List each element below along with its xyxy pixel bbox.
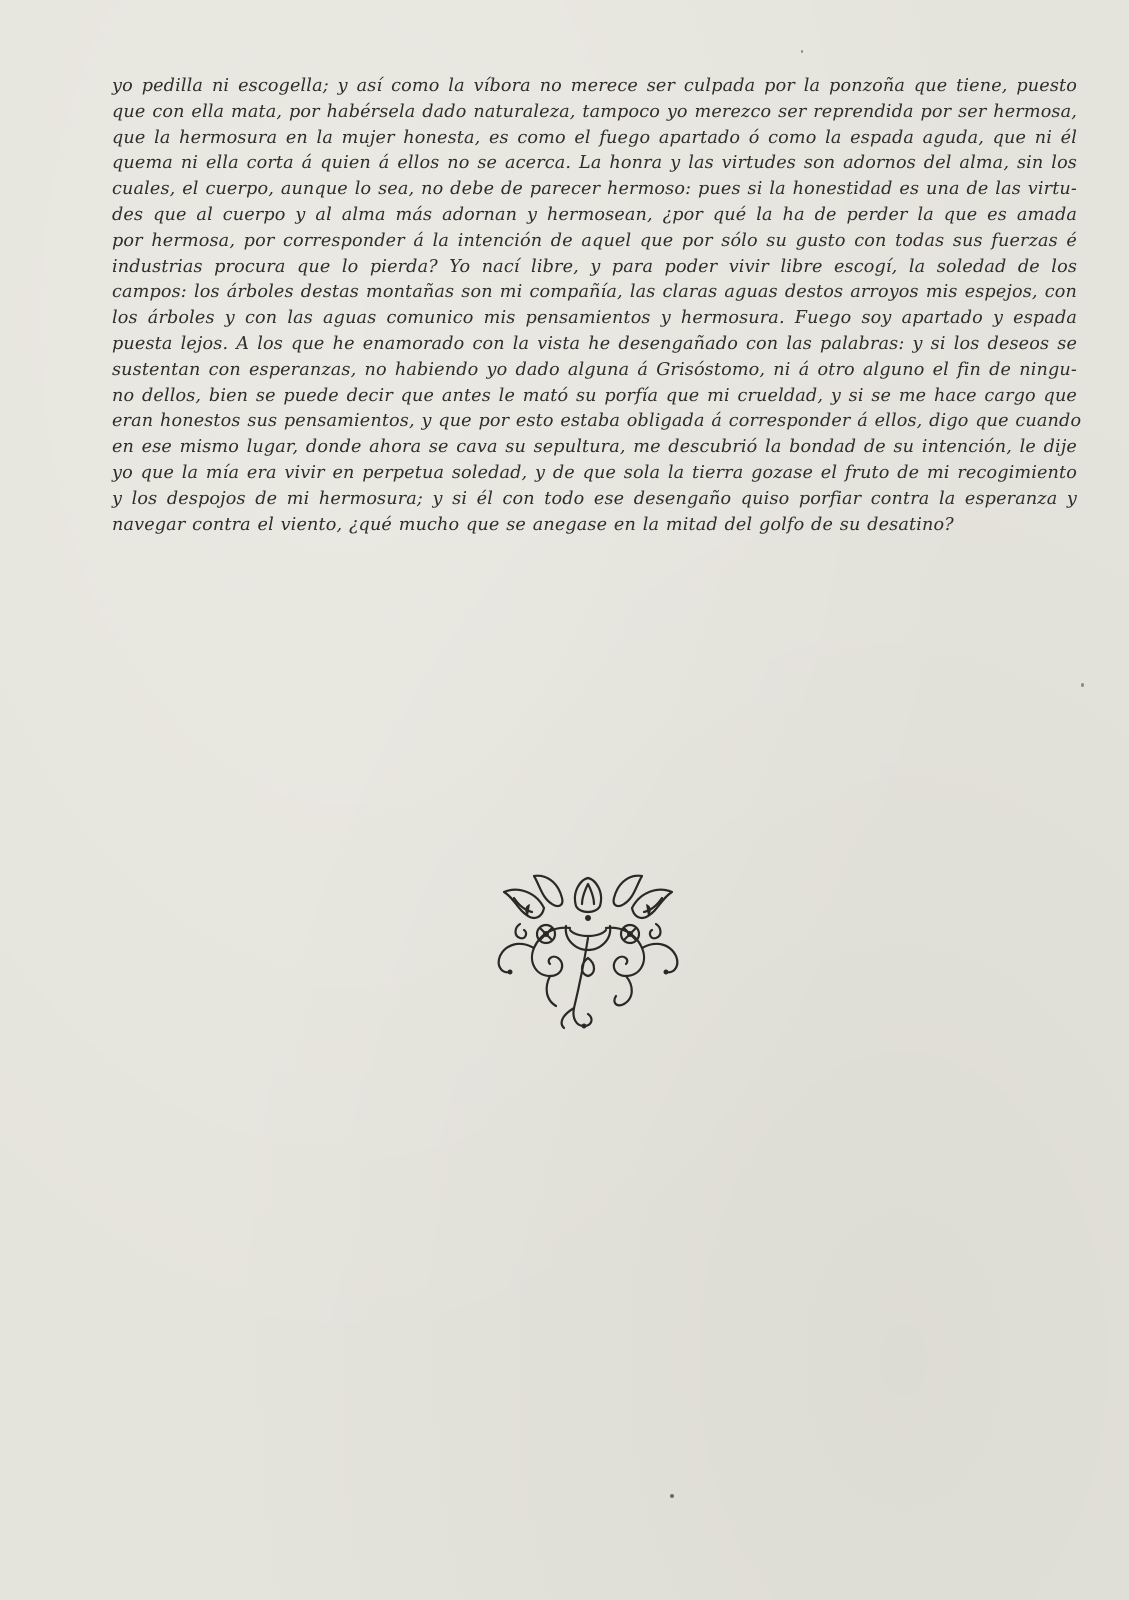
text-line-12: sustentan con esperanzas, no habiendo yo dado alguna á Grisóstomo, ni á otro alguno el fin de ningu-: [112, 359, 1077, 380]
text-line-15: en ese mismo lugar, donde ahora se cava su sepultura, me descubrió la bondad de su intención, le dije: [112, 437, 1077, 458]
text-line-3: que la hermosura en la mujer honesta, es como el fuego apartado ó como la espada aguda, que ni él: [112, 127, 1077, 148]
text-line-16: yo que la mía era vivir en perpetua soledad, y de que sola la tierra gozase el fruto de mi recogimiento: [112, 462, 1077, 483]
floral-vignette-ornament: [484, 868, 692, 1032]
text-line-8: industrias procura que lo pierda? Yo nací libre, y para poder vivir libre escogí, la soledad de los: [112, 256, 1077, 277]
text-line-1: yo pedilla ni escogella; y así como la víbora no merece ser culpada por la ponzoña que tiene, puesto: [112, 76, 1077, 96]
body-text: [112, 74, 1082, 538]
text-line-4: quema ni ella corta á quien á ellos no se acerca. La honra y las virtudes son adornos del alma, sin los: [112, 153, 1077, 174]
paper-speck: [1081, 683, 1084, 687]
text-line-9: campos: los árboles destas montañas son mi compañía, las claras aguas destos arroyos mis espejos, con: [112, 282, 1077, 303]
text-line-17: y los despojos de mi hermosura; y si él con todo ese desengaño quiso porfiar contra la esperanza y: [112, 488, 1077, 509]
text-line-7: por hermosa, por corresponder á la intención de aquel que por sólo su gusto con todas sus fuerzas é: [112, 230, 1077, 251]
paper-speck: [670, 1494, 674, 1498]
text-line-2: que con ella mata, por habérsela dado naturaleza, tampoco yo merezco ser reprendida por ser hermosa,: [112, 101, 1077, 122]
text-line-14: eran honestos sus pensamientos, y que por esto estaba obligada á corresponder á ellos, digo que cuando: [112, 411, 1082, 432]
text-line-13: no dellos, bien se puede decir que antes le mató su porfía que mi crueldad, y si se me hace cargo que: [112, 385, 1077, 406]
text-line-6: des que al cuerpo y al alma más adornan y hermosean, ¿por qué la ha de perder la que es amada: [112, 204, 1077, 225]
text-line-10: los árboles y con las aguas comunico mis pensamientos y hermosura. Fuego soy apartado y espada: [112, 308, 1077, 329]
paper-speck: [801, 50, 803, 53]
text-line-18: navegar contra el viento, ¿qué mucho que se anegase en la mitad del golfo de su desatino?: [112, 514, 954, 535]
text-line-5: cuales, el cuerpo, aunque lo sea, no debe de parecer hermoso: pues si la honestidad es una de las virtu-: [112, 179, 1077, 200]
text-line-11: puesta lejos. A los que he enamorado con la vista he desengañado con las palabras: y si los deseos se: [112, 333, 1077, 354]
